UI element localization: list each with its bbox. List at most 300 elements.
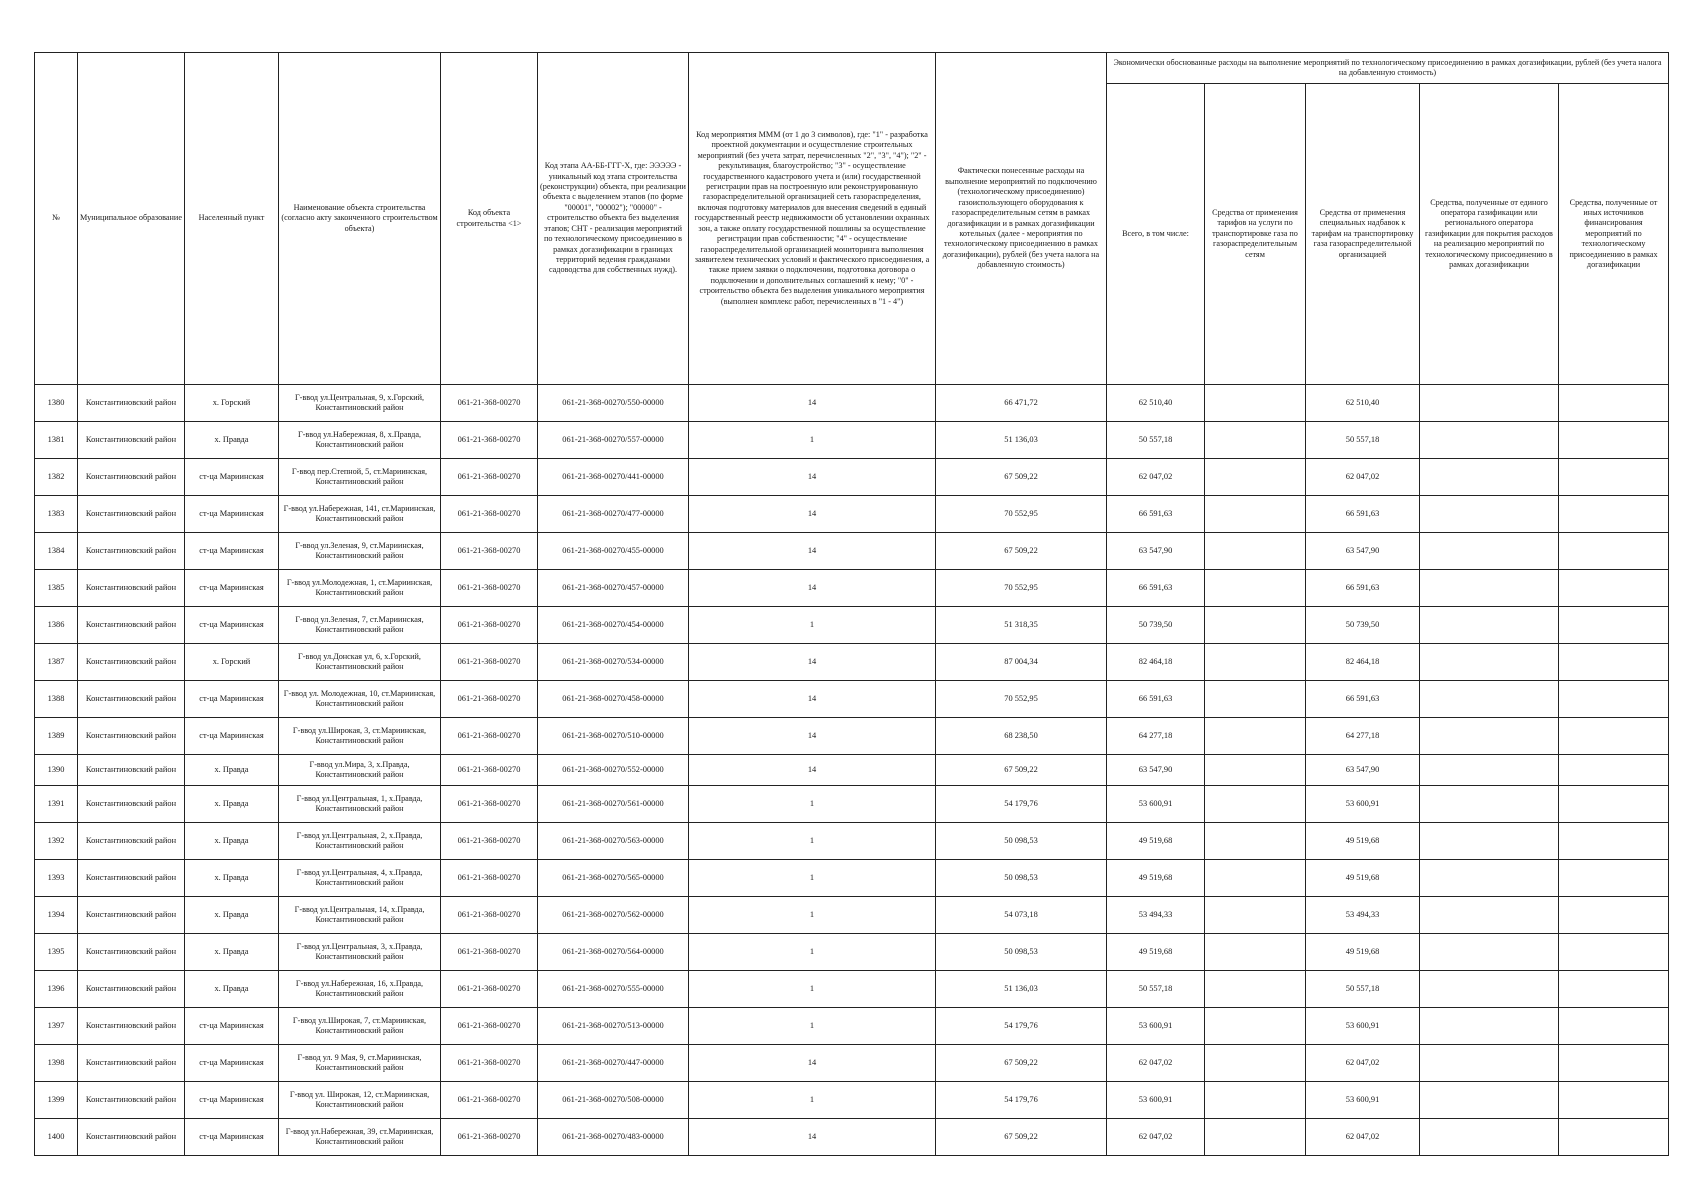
cell-total: 62 047,02 (1107, 459, 1205, 496)
cell-surcharge-funds: 50 557,18 (1306, 422, 1420, 459)
table-row (35, 570, 1669, 607)
table-row (35, 786, 1669, 823)
table-row (35, 755, 1669, 786)
cell-stage-code: 061-21-368-00270/454-00000 (538, 607, 689, 644)
table-row (35, 823, 1669, 860)
cell-other-funds (1559, 496, 1669, 533)
cell-surcharge-funds: 53 600,91 (1306, 786, 1420, 823)
cell-operator-funds (1420, 718, 1559, 755)
cell-tariff-funds (1205, 1008, 1306, 1045)
table-row (35, 934, 1669, 971)
cell-municipality: Константиновский район (78, 860, 185, 897)
cell-operator-funds (1420, 496, 1559, 533)
cell-activity-code: 1 (689, 1082, 936, 1119)
cell-settlement: х. Горский (185, 644, 279, 681)
cell-object-code: 061-21-368-00270 (441, 860, 538, 897)
cell-operator-funds (1420, 607, 1559, 644)
cell-actual-costs: 67 509,22 (936, 533, 1107, 570)
cell-object-code: 061-21-368-00270 (441, 644, 538, 681)
cell-tariff-funds (1205, 533, 1306, 570)
cell-object-name: Г-ввод ул.Донская ул, 6, х.Горский, Константиновский район (279, 644, 441, 681)
cell-other-funds (1559, 755, 1669, 786)
cell-tariff-funds (1205, 422, 1306, 459)
cell-object-code: 061-21-368-00270 (441, 1119, 538, 1156)
cell-settlement: ст-ца Мариинская (185, 570, 279, 607)
col-header-activity-code: Код мероприятия МММ (от 1 до 3 символов), где: "1" - разработка проектной документации и осуществление строительных мероприятий (без учета затрат, перечисленных "2", "3", "4"); "2" - рекультивация, благоустройство; "3" - осуществление государственного кадастрового учета и (или) государственной регистрации прав на построенную или реконструированную газораспределительной организацией сеть газораспределения, включая подготовку материалов для внесения сведений в единый государственный реестр недвижимости об установлении охранных зон, а также оплату государственной пошлины за осуществление регистрации прав собственности; "4" - осуществление газораспределительной организацией мониторинга выполнения заявителем технических условий и фактического присоединения, а также прием заявки о подключении, подготовка договора о подключении и дополнительных соглашений к нему; "0" - строительство объекта без выделения уникального мероприятия (выполнен комплекс работ, перечисленных в "1 - 4") (689, 53, 936, 385)
table-row (35, 533, 1669, 570)
cell-operator-funds (1420, 1008, 1559, 1045)
cell-object-code: 061-21-368-00270 (441, 971, 538, 1008)
cell-num: 1386 (35, 607, 78, 644)
cell-num: 1387 (35, 644, 78, 681)
cell-operator-funds (1420, 644, 1559, 681)
cell-total: 53 494,33 (1107, 897, 1205, 934)
col-header-operator-funds: Средства, полученные от единого оператора газификации или регионального оператора газификации для покрытия расходов на реализацию мероприятий по технологическому присоединению в рамках догазификации (1420, 84, 1559, 385)
cell-municipality: Константиновский район (78, 971, 185, 1008)
cell-surcharge-funds: 62 047,02 (1306, 1119, 1420, 1156)
cell-operator-funds (1420, 1119, 1559, 1156)
cell-other-funds (1559, 1045, 1669, 1082)
cell-operator-funds (1420, 823, 1559, 860)
cell-actual-costs: 68 238,50 (936, 718, 1107, 755)
cell-actual-costs: 50 098,53 (936, 860, 1107, 897)
cell-municipality: Константиновский район (78, 755, 185, 786)
cell-operator-funds (1420, 422, 1559, 459)
cell-other-funds (1559, 1119, 1669, 1156)
cell-object-code: 061-21-368-00270 (441, 1045, 538, 1082)
cell-object-name: Г-ввод ул.Широкая, 3, ст.Мариинская, Константиновский район (279, 718, 441, 755)
table-header (35, 53, 1669, 385)
cell-operator-funds (1420, 1045, 1559, 1082)
cell-num: 1395 (35, 934, 78, 971)
cell-total: 62 047,02 (1107, 1119, 1205, 1156)
cell-stage-code: 061-21-368-00270/441-00000 (538, 459, 689, 496)
cell-tariff-funds (1205, 755, 1306, 786)
cell-num: 1397 (35, 1008, 78, 1045)
cell-object-code: 061-21-368-00270 (441, 385, 538, 422)
cell-settlement: ст-ца Мариинская (185, 496, 279, 533)
cell-total: 63 547,90 (1107, 533, 1205, 570)
cell-actual-costs: 70 552,95 (936, 496, 1107, 533)
cell-actual-costs: 67 509,22 (936, 459, 1107, 496)
cell-stage-code: 061-21-368-00270/552-00000 (538, 755, 689, 786)
cell-object-name: Г-ввод ул.Центральная, 1, х.Правда, Константиновский район (279, 786, 441, 823)
cell-settlement: х. Правда (185, 823, 279, 860)
table-row (35, 1045, 1669, 1082)
table-row (35, 1082, 1669, 1119)
cell-activity-code: 1 (689, 860, 936, 897)
cell-municipality: Константиновский район (78, 786, 185, 823)
cell-municipality: Константиновский район (78, 533, 185, 570)
cell-tariff-funds (1205, 1045, 1306, 1082)
cell-object-code: 061-21-368-00270 (441, 570, 538, 607)
cell-tariff-funds (1205, 1119, 1306, 1156)
cell-actual-costs: 51 136,03 (936, 971, 1107, 1008)
col-header-actual-costs: Фактически понесенные расходы на выполнение мероприятий по подключению (технологическому присоединению) газоиспользующего оборудования к газораспределительным сетям в рамках догазификации и в рамках догазификации котельных (далее - мероприятия по технологическому присоединению в рамках догазификации), рублей (без учета налога на добавленную стоимость) (936, 53, 1107, 385)
cell-tariff-funds (1205, 496, 1306, 533)
cell-num: 1392 (35, 823, 78, 860)
cell-tariff-funds (1205, 971, 1306, 1008)
cell-surcharge-funds: 66 591,63 (1306, 570, 1420, 607)
cell-stage-code: 061-21-368-00270/510-00000 (538, 718, 689, 755)
cell-tariff-funds (1205, 860, 1306, 897)
cell-operator-funds (1420, 681, 1559, 718)
cell-other-funds (1559, 533, 1669, 570)
cell-object-code: 061-21-368-00270 (441, 934, 538, 971)
cell-operator-funds (1420, 971, 1559, 1008)
cell-activity-code: 14 (689, 718, 936, 755)
cell-object-code: 061-21-368-00270 (441, 1008, 538, 1045)
cell-actual-costs: 54 179,76 (936, 786, 1107, 823)
cell-num: 1382 (35, 459, 78, 496)
cell-surcharge-funds: 49 519,68 (1306, 823, 1420, 860)
cell-object-code: 061-21-368-00270 (441, 897, 538, 934)
cell-object-name: Г-ввод ул. Молодежная, 10, ст.Мариинская, Константиновский район (279, 681, 441, 718)
cell-tariff-funds (1205, 681, 1306, 718)
cell-surcharge-funds: 53 494,33 (1306, 897, 1420, 934)
cell-settlement: х. Правда (185, 897, 279, 934)
cell-tariff-funds (1205, 644, 1306, 681)
cell-object-name: Г-ввод ул.Набережная, 141, ст.Мариинская, Константиновский район (279, 496, 441, 533)
table-row (35, 459, 1669, 496)
cell-actual-costs: 70 552,95 (936, 681, 1107, 718)
cell-activity-code: 1 (689, 607, 936, 644)
cell-activity-code: 14 (689, 681, 936, 718)
cell-total: 53 600,91 (1107, 1008, 1205, 1045)
cell-object-name: Г-ввод ул.Зеленая, 9, ст.Мариинская, Константиновский район (279, 533, 441, 570)
cell-other-funds (1559, 823, 1669, 860)
cell-num: 1381 (35, 422, 78, 459)
cell-surcharge-funds: 82 464,18 (1306, 644, 1420, 681)
cell-activity-code: 14 (689, 1045, 936, 1082)
cell-actual-costs: 54 179,76 (936, 1008, 1107, 1045)
cell-municipality: Константиновский район (78, 1045, 185, 1082)
cell-surcharge-funds: 62 047,02 (1306, 1045, 1420, 1082)
cell-num: 1399 (35, 1082, 78, 1119)
cell-activity-code: 1 (689, 971, 936, 1008)
cell-municipality: Константиновский район (78, 496, 185, 533)
cell-tariff-funds (1205, 570, 1306, 607)
cell-settlement: х. Правда (185, 786, 279, 823)
cell-actual-costs: 67 509,22 (936, 1119, 1107, 1156)
table-row (35, 422, 1669, 459)
cell-surcharge-funds: 49 519,68 (1306, 934, 1420, 971)
cell-total: 66 591,63 (1107, 496, 1205, 533)
cell-settlement: ст-ца Мариинская (185, 1045, 279, 1082)
cell-operator-funds (1420, 755, 1559, 786)
cell-num: 1380 (35, 385, 78, 422)
table-row (35, 718, 1669, 755)
cell-object-name: Г-ввод ул.Центральная, 9, х.Горский, Константиновский район (279, 385, 441, 422)
cell-stage-code: 061-21-368-00270/555-00000 (538, 971, 689, 1008)
cell-object-name: Г-ввод пер.Степной, 5, ст.Мариинская, Константиновский район (279, 459, 441, 496)
cell-actual-costs: 87 004,34 (936, 644, 1107, 681)
col-header-object-name: Наименование объекта строительства (согласно акту законченного строительством объекта) (279, 53, 441, 385)
cell-tariff-funds (1205, 897, 1306, 934)
col-header-other-funds: Средства, полученные от иных источников финансирования мероприятий по технологическому присоединению в рамках догазификации (1559, 84, 1669, 385)
cell-other-funds (1559, 860, 1669, 897)
cell-object-name: Г-ввод ул.Зеленая, 7, ст.Мариинская, Константиновский район (279, 607, 441, 644)
cell-object-name: Г-ввод ул.Молодежная, 1, ст.Мариинская, Константиновский район (279, 570, 441, 607)
cell-other-funds (1559, 897, 1669, 934)
table-body (35, 385, 1669, 1156)
cell-tariff-funds (1205, 934, 1306, 971)
table-row (35, 681, 1669, 718)
cell-tariff-funds (1205, 786, 1306, 823)
cell-other-funds (1559, 570, 1669, 607)
costs-table (34, 52, 1669, 1156)
cell-other-funds (1559, 644, 1669, 681)
cell-total: 66 591,63 (1107, 570, 1205, 607)
cell-surcharge-funds: 63 547,90 (1306, 533, 1420, 570)
table-row (35, 860, 1669, 897)
cell-operator-funds (1420, 570, 1559, 607)
cell-object-code: 061-21-368-00270 (441, 823, 538, 860)
cell-surcharge-funds: 62 510,40 (1306, 385, 1420, 422)
cell-actual-costs: 54 073,18 (936, 897, 1107, 934)
cell-total: 82 464,18 (1107, 644, 1205, 681)
cell-activity-code: 1 (689, 1008, 936, 1045)
cell-stage-code: 061-21-368-00270/564-00000 (538, 934, 689, 971)
cell-operator-funds (1420, 533, 1559, 570)
cell-settlement: х. Правда (185, 860, 279, 897)
cell-operator-funds (1420, 786, 1559, 823)
cell-object-name: Г-ввод ул.Центральная, 2, х.Правда, Константиновский район (279, 823, 441, 860)
cell-stage-code: 061-21-368-00270/550-00000 (538, 385, 689, 422)
col-header-settlement: Населенный пункт (185, 53, 279, 385)
col-header-num: № (35, 53, 78, 385)
cell-activity-code: 14 (689, 644, 936, 681)
cell-settlement: ст-ца Мариинская (185, 607, 279, 644)
cell-tariff-funds (1205, 718, 1306, 755)
cell-stage-code: 061-21-368-00270/513-00000 (538, 1008, 689, 1045)
cell-surcharge-funds: 66 591,63 (1306, 681, 1420, 718)
cell-total: 50 739,50 (1107, 607, 1205, 644)
cell-total: 49 519,68 (1107, 934, 1205, 971)
cell-settlement: ст-ца Мариинская (185, 533, 279, 570)
cell-activity-code: 14 (689, 385, 936, 422)
cell-municipality: Константиновский район (78, 570, 185, 607)
cell-stage-code: 061-21-368-00270/562-00000 (538, 897, 689, 934)
col-group-header-justified-costs: Экономически обоснованные расходы на выполнение мероприятий по технологическому присоединению в рамках догазификации, рублей (без учета налога на добавленную стоимость) (1107, 53, 1669, 84)
cell-object-name: Г-ввод ул.Центральная, 4, х.Правда, Константиновский район (279, 860, 441, 897)
cell-object-code: 061-21-368-00270 (441, 496, 538, 533)
cell-num: 1384 (35, 533, 78, 570)
cell-tariff-funds (1205, 607, 1306, 644)
cell-municipality: Константиновский район (78, 607, 185, 644)
cell-activity-code: 1 (689, 786, 936, 823)
cell-surcharge-funds: 53 600,91 (1306, 1082, 1420, 1119)
cell-actual-costs: 50 098,53 (936, 934, 1107, 971)
cell-settlement: х. Горский (185, 385, 279, 422)
cell-tariff-funds (1205, 1082, 1306, 1119)
cell-stage-code: 061-21-368-00270/565-00000 (538, 860, 689, 897)
cell-object-code: 061-21-368-00270 (441, 718, 538, 755)
cell-tariff-funds (1205, 823, 1306, 860)
cell-operator-funds (1420, 385, 1559, 422)
cell-actual-costs: 66 471,72 (936, 385, 1107, 422)
cell-operator-funds (1420, 459, 1559, 496)
cell-total: 62 510,40 (1107, 385, 1205, 422)
cell-num: 1394 (35, 897, 78, 934)
cell-activity-code: 1 (689, 897, 936, 934)
cell-stage-code: 061-21-368-00270/563-00000 (538, 823, 689, 860)
cell-total: 50 557,18 (1107, 971, 1205, 1008)
cell-object-code: 061-21-368-00270 (441, 681, 538, 718)
cell-stage-code: 061-21-368-00270/508-00000 (538, 1082, 689, 1119)
cell-actual-costs: 67 509,22 (936, 755, 1107, 786)
cell-other-funds (1559, 1008, 1669, 1045)
cell-object-name: Г-ввод ул.Широкая, 7, ст.Мариинская, Константиновский район (279, 1008, 441, 1045)
cell-settlement: ст-ца Мариинская (185, 681, 279, 718)
cell-settlement: ст-ца Мариинская (185, 1082, 279, 1119)
cell-total: 49 519,68 (1107, 823, 1205, 860)
cell-object-name: Г-ввод ул.Набережная, 8, х.Правда, Константиновский район (279, 422, 441, 459)
cell-municipality: Константиновский район (78, 459, 185, 496)
cell-object-name: Г-ввод ул.Мира, 3, х.Правда, Константиновский район (279, 755, 441, 786)
table-row (35, 496, 1669, 533)
cell-tariff-funds (1205, 459, 1306, 496)
cell-surcharge-funds: 62 047,02 (1306, 459, 1420, 496)
cell-object-code: 061-21-368-00270 (441, 533, 538, 570)
cell-object-name: Г-ввод ул. 9 Мая, 9, ст.Мариинская, Константиновский район (279, 1045, 441, 1082)
col-header-surcharge-funds: Средства от применения специальных надбавок к тарифам на транспортировку газа газораспределительной организацией (1306, 84, 1420, 385)
cell-stage-code: 061-21-368-00270/447-00000 (538, 1045, 689, 1082)
cell-total: 62 047,02 (1107, 1045, 1205, 1082)
cell-other-funds (1559, 422, 1669, 459)
cell-total: 66 591,63 (1107, 681, 1205, 718)
cell-num: 1393 (35, 860, 78, 897)
cell-settlement: ст-ца Мариинская (185, 459, 279, 496)
col-header-tariff-funds: Средства от применения тарифов на услуги по транспортировке газа по газораспределительным сетям (1205, 84, 1306, 385)
cell-total: 64 277,18 (1107, 718, 1205, 755)
cell-activity-code: 14 (689, 496, 936, 533)
cell-object-name: Г-ввод ул.Центральная, 14, х.Правда, Константиновский район (279, 897, 441, 934)
cell-settlement: ст-ца Мариинская (185, 1008, 279, 1045)
cell-num: 1398 (35, 1045, 78, 1082)
cell-num: 1383 (35, 496, 78, 533)
cell-municipality: Константиновский район (78, 1119, 185, 1156)
cell-other-funds (1559, 934, 1669, 971)
cell-settlement: ст-ца Мариинская (185, 1119, 279, 1156)
cell-actual-costs: 54 179,76 (936, 1082, 1107, 1119)
cell-total: 53 600,91 (1107, 786, 1205, 823)
cell-other-funds (1559, 459, 1669, 496)
cell-municipality: Константиновский район (78, 934, 185, 971)
cell-object-code: 061-21-368-00270 (441, 607, 538, 644)
cell-num: 1390 (35, 755, 78, 786)
cell-stage-code: 061-21-368-00270/477-00000 (538, 496, 689, 533)
cell-activity-code: 14 (689, 533, 936, 570)
cell-surcharge-funds: 66 591,63 (1306, 496, 1420, 533)
cell-municipality: Константиновский район (78, 1082, 185, 1119)
cell-other-funds (1559, 786, 1669, 823)
col-header-object-code: Код объекта строительства <1> (441, 53, 538, 385)
cell-num: 1396 (35, 971, 78, 1008)
cell-object-name: Г-ввод ул.Набережная, 39, ст.Мариинская, Константиновский район (279, 1119, 441, 1156)
cell-surcharge-funds: 64 277,18 (1306, 718, 1420, 755)
col-header-total: Всего, в том числе: (1107, 84, 1205, 385)
cell-other-funds (1559, 385, 1669, 422)
table-row (35, 971, 1669, 1008)
cell-stage-code: 061-21-368-00270/561-00000 (538, 786, 689, 823)
cell-activity-code: 1 (689, 422, 936, 459)
cell-activity-code: 14 (689, 755, 936, 786)
cell-municipality: Константиновский район (78, 644, 185, 681)
cell-num: 1388 (35, 681, 78, 718)
cell-surcharge-funds: 49 519,68 (1306, 860, 1420, 897)
cell-settlement: х. Правда (185, 934, 279, 971)
cell-municipality: Константиновский район (78, 385, 185, 422)
cell-settlement: ст-ца Мариинская (185, 718, 279, 755)
cell-stage-code: 061-21-368-00270/534-00000 (538, 644, 689, 681)
cell-surcharge-funds: 50 557,18 (1306, 971, 1420, 1008)
cell-num: 1400 (35, 1119, 78, 1156)
cell-num: 1389 (35, 718, 78, 755)
cell-municipality: Константиновский район (78, 422, 185, 459)
cell-activity-code: 1 (689, 934, 936, 971)
cell-total: 63 547,90 (1107, 755, 1205, 786)
cell-operator-funds (1420, 860, 1559, 897)
cell-tariff-funds (1205, 385, 1306, 422)
cell-municipality: Константиновский район (78, 897, 185, 934)
table-row (35, 607, 1669, 644)
cell-settlement: х. Правда (185, 422, 279, 459)
cell-other-funds (1559, 971, 1669, 1008)
cell-object-code: 061-21-368-00270 (441, 422, 538, 459)
cell-actual-costs: 70 552,95 (936, 570, 1107, 607)
cell-total: 50 557,18 (1107, 422, 1205, 459)
cell-activity-code: 1 (689, 823, 936, 860)
cell-settlement: х. Правда (185, 971, 279, 1008)
cell-municipality: Константиновский район (78, 823, 185, 860)
cell-object-name: Г-ввод ул.Набережная, 16, х.Правда, Константиновский район (279, 971, 441, 1008)
cell-operator-funds (1420, 897, 1559, 934)
cell-object-name: Г-ввод ул.Центральная, 3, х.Правда, Константиновский район (279, 934, 441, 971)
cell-activity-code: 14 (689, 459, 936, 496)
cell-operator-funds (1420, 934, 1559, 971)
cell-actual-costs: 67 509,22 (936, 1045, 1107, 1082)
cell-activity-code: 14 (689, 570, 936, 607)
cell-other-funds (1559, 1082, 1669, 1119)
table-row (35, 1008, 1669, 1045)
col-header-stage-code: Код этапа АА-ББ-ГГГ-Х, где: ЭЭЭЭЭ - уникальный код этапа строительства (реконструкции) объекта, при реализации объекта с выделением этапов (по форме "00001", "00002"); "00000" - строительство объекта без выделения этапов; СНТ - реализация мероприятий по технологическому присоединению в рамках догазификации в границах территорий ведения гражданами садоводства для собственных нужд). (538, 53, 689, 385)
cell-surcharge-funds: 63 547,90 (1306, 755, 1420, 786)
cell-surcharge-funds: 50 739,50 (1306, 607, 1420, 644)
cell-stage-code: 061-21-368-00270/455-00000 (538, 533, 689, 570)
cell-settlement: х. Правда (185, 755, 279, 786)
table-row (35, 1119, 1669, 1156)
cell-municipality: Константиновский район (78, 718, 185, 755)
cell-actual-costs: 51 318,35 (936, 607, 1107, 644)
table-row (35, 897, 1669, 934)
cell-num: 1391 (35, 786, 78, 823)
cell-operator-funds (1420, 1082, 1559, 1119)
table-row (35, 644, 1669, 681)
table-row (35, 385, 1669, 422)
cell-stage-code: 061-21-368-00270/458-00000 (538, 681, 689, 718)
cell-municipality: Константиновский район (78, 681, 185, 718)
cell-object-name: Г-ввод ул. Широкая, 12, ст.Мариинская, Константиновский район (279, 1082, 441, 1119)
cell-other-funds (1559, 718, 1669, 755)
cell-object-code: 061-21-368-00270 (441, 459, 538, 496)
cell-activity-code: 14 (689, 1119, 936, 1156)
cell-total: 49 519,68 (1107, 860, 1205, 897)
cell-stage-code: 061-21-368-00270/557-00000 (538, 422, 689, 459)
cell-stage-code: 061-21-368-00270/483-00000 (538, 1119, 689, 1156)
cell-surcharge-funds: 53 600,91 (1306, 1008, 1420, 1045)
cell-total: 53 600,91 (1107, 1082, 1205, 1119)
